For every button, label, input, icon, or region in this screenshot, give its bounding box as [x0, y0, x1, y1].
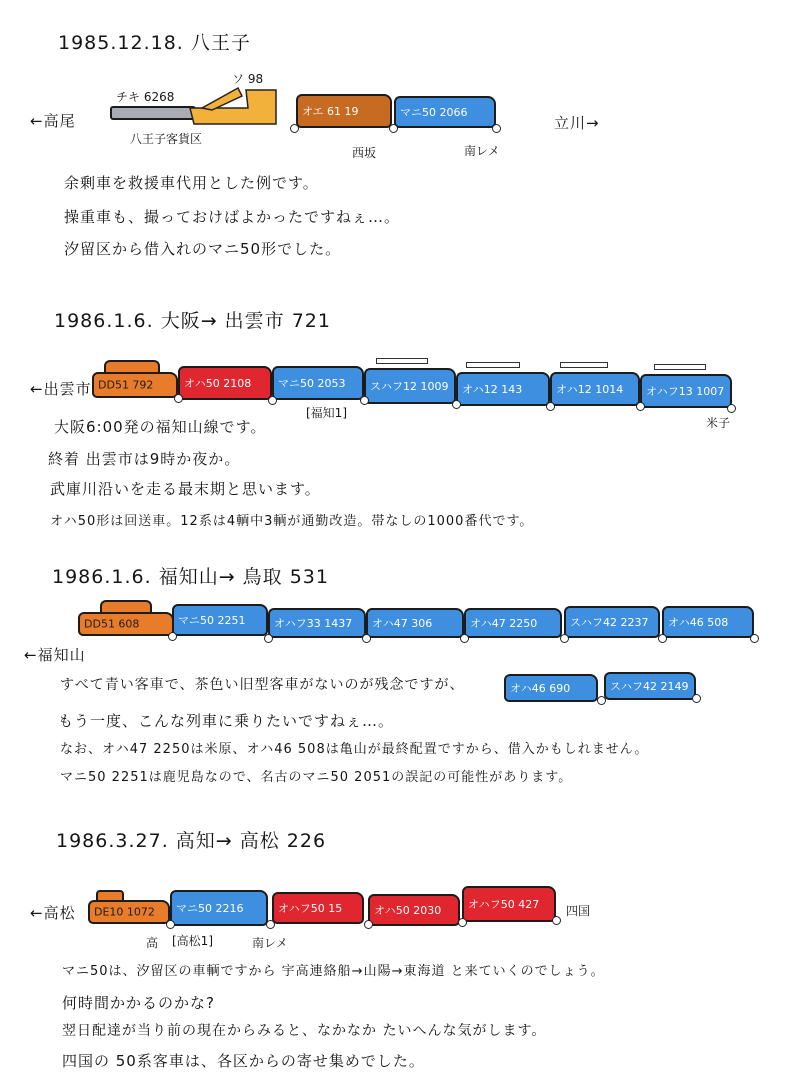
car-number: DD51 792 [98, 378, 154, 392]
train-car-oha47-306 [366, 608, 464, 638]
train-car-soe [188, 82, 290, 128]
section-4-note-3: 翌日配達が当り前の現在からみると、なかなか たいへんな気がします。 [62, 1023, 547, 1039]
train-car-mani50-2216 [170, 890, 268, 926]
section-1-direction-left: ←高尾 [30, 112, 76, 130]
car-number: DE10 1072 [94, 905, 155, 919]
wheel [727, 404, 736, 413]
wheel [264, 634, 273, 643]
extra-car-oha46-690 [504, 674, 598, 702]
wheel [636, 402, 645, 411]
section-4-annotation-3: 南レメ [252, 936, 288, 950]
car-number: オハフ13 1007 [646, 385, 725, 398]
car-number: オハ47 306 [372, 617, 433, 630]
train-car-ohafu50-15 [272, 892, 364, 924]
car-number: オハフ50 427 [468, 898, 540, 911]
wheel [360, 396, 369, 405]
section-1-title: 1985.12.18. 八王子 [58, 32, 251, 54]
section-3-note-2: もう一度、こんな列車に乗りたいですねぇ…。 [58, 712, 395, 730]
section-4-note-4: 四国の 50系客車は、各区からの寄せ集めでした。 [62, 1052, 425, 1070]
section-2-note-4: オハ50形は回送車。12系は4輌中3輌が通勤改造。帯なしの1000番代です。 [50, 514, 534, 529]
section-2-note-2: 終着 出雲市は9時か夜か。 [48, 450, 241, 468]
car-number: オハ12 143 [462, 383, 523, 396]
wheel [750, 634, 759, 643]
roof-vents [654, 364, 706, 370]
car-number: オハ50 2030 [374, 904, 442, 917]
car-number: スハフ42 2149 [610, 680, 689, 693]
section-1-note-3: 汐留区から借入れのマニ50形でした。 [64, 240, 342, 258]
car-number: マニ50 2066 [400, 106, 468, 119]
section-4-title: 1986.3.27. 高知→ 高松 226 [56, 830, 327, 852]
wheel [268, 396, 277, 405]
train-car-oha50 [178, 366, 272, 400]
car-number: スハフ42 2237 [570, 616, 649, 629]
train-car-oha12-1014 [550, 372, 640, 406]
crane-car-shape [188, 82, 290, 128]
train-car-mani50 [272, 366, 364, 400]
section-1-annotation-south: 南レメ [464, 144, 500, 158]
car-number: オハ46 690 [510, 682, 571, 695]
wheel [560, 634, 569, 643]
section-3-note-3: なお、オハ47 2250は米原、オハ46 508は亀山が最終配置ですから、借入かもしれません。 [60, 742, 649, 757]
train-car-chiki [110, 106, 196, 120]
extra-car-suhafu42-2149 [604, 672, 696, 700]
wheel [458, 918, 467, 927]
car-number: オハ47 2250 [470, 617, 538, 630]
train-car-oha12-143 [456, 372, 550, 406]
roof-vents [466, 362, 520, 368]
roof-vents [376, 358, 428, 364]
roof-vents [560, 362, 608, 368]
car-number: オエ 61 19 [302, 105, 359, 118]
wheel [452, 400, 461, 409]
wheel [362, 634, 371, 643]
car-number: マニ50 2053 [278, 377, 346, 390]
wheel [692, 694, 701, 703]
wheel [597, 696, 606, 705]
section-4-note-1: マニ50は、汐留区の車輌ですから 宇高連絡船→山陽→東海道 と来ていくのでしょう。 [62, 964, 605, 979]
section-1-note-1: 余剰車を救援車代用とした例です。 [64, 174, 319, 192]
section-3-note-4: マニ50 2251は鹿児島なので、名古のマニ50 2051の誤記の可能性があります。 [60, 770, 573, 785]
section-2-note-1: 大阪6:00発の福知山線です。 [54, 418, 267, 436]
car-number: オハ46 508 [668, 616, 729, 629]
car-number: オハ50 2108 [184, 377, 252, 390]
train-car-mani [394, 96, 496, 128]
section-4-annotation-2: [高松1] [172, 934, 213, 948]
wheel [552, 916, 561, 925]
car-number: オハフ33 1437 [274, 617, 353, 630]
wheel [290, 124, 299, 133]
car-number: マニ50 2216 [176, 902, 244, 915]
section-1-car-label-so: ソ 98 [232, 72, 264, 86]
train-car-suhafu42 [564, 606, 660, 638]
train-car-mani50-2251 [172, 604, 268, 636]
wheel [460, 634, 469, 643]
car-number: マニ50 2251 [178, 614, 246, 627]
wheel [658, 634, 667, 643]
train-car-suhafu12 [364, 368, 456, 404]
train-car-ohafu50-427 [462, 886, 556, 922]
train-car-dd51-608 [78, 612, 174, 636]
car-number: オハフ50 15 [278, 902, 343, 915]
section-3-direction-left: ←福知山 [24, 646, 86, 664]
train-car-ohafu13 [640, 374, 732, 408]
section-1-annotation-depot: 八王子客貨区 [130, 132, 203, 146]
section-4-direction-left: ←高松 [30, 904, 76, 922]
section-1-note-2: 操重車も、撮っておけばよかったですねぇ…。 [64, 208, 401, 226]
car-number: DD51 608 [84, 617, 140, 631]
section-1-direction-right: 立川→ [554, 114, 600, 132]
section-4-note-2: 何時間かかるのかな? [62, 994, 215, 1012]
train-car-ohafu33 [268, 608, 366, 638]
section-2-direction-right: 米子 [706, 416, 731, 430]
wheel [546, 402, 555, 411]
section-2-annotation-formation: [福知1] [306, 406, 347, 420]
wheel [364, 920, 373, 929]
section-1-annotation-west: 西坂 [352, 146, 377, 160]
train-car-oha46-508 [662, 606, 754, 638]
car-number: オハ12 1014 [556, 383, 624, 396]
train-car-oha47-2250 [464, 608, 562, 638]
section-4-direction-right: 四国 [566, 904, 591, 918]
train-car-oha50-2030 [368, 894, 460, 926]
section-2-title: 1986.1.6. 大阪→ 出雲市 721 [54, 310, 331, 332]
section-2-direction-left: ←出雲市 [30, 380, 92, 398]
section-2-note-3: 武庫川沿いを走る最末期と思います。 [50, 480, 321, 498]
section-4-annotation-1: 高 [146, 936, 159, 950]
car-number: スハフ12 1009 [370, 380, 449, 393]
train-car-oe [296, 94, 392, 128]
wheel [389, 124, 398, 133]
section-3-note-1: すべて青い客車で、茶色い旧型客車がないのが残念ですが、 [60, 677, 465, 693]
train-car-de10 [88, 900, 170, 924]
section-3-title: 1986.1.6. 福知山→ 鳥取 531 [52, 566, 329, 588]
section-1-car-label-chiki: チキ 6268 [116, 90, 175, 104]
wheel [168, 632, 177, 641]
wheel [166, 920, 175, 929]
wheel [266, 920, 275, 929]
train-car-dd51 [92, 372, 178, 398]
wheel [492, 124, 501, 133]
wheel [174, 394, 183, 403]
